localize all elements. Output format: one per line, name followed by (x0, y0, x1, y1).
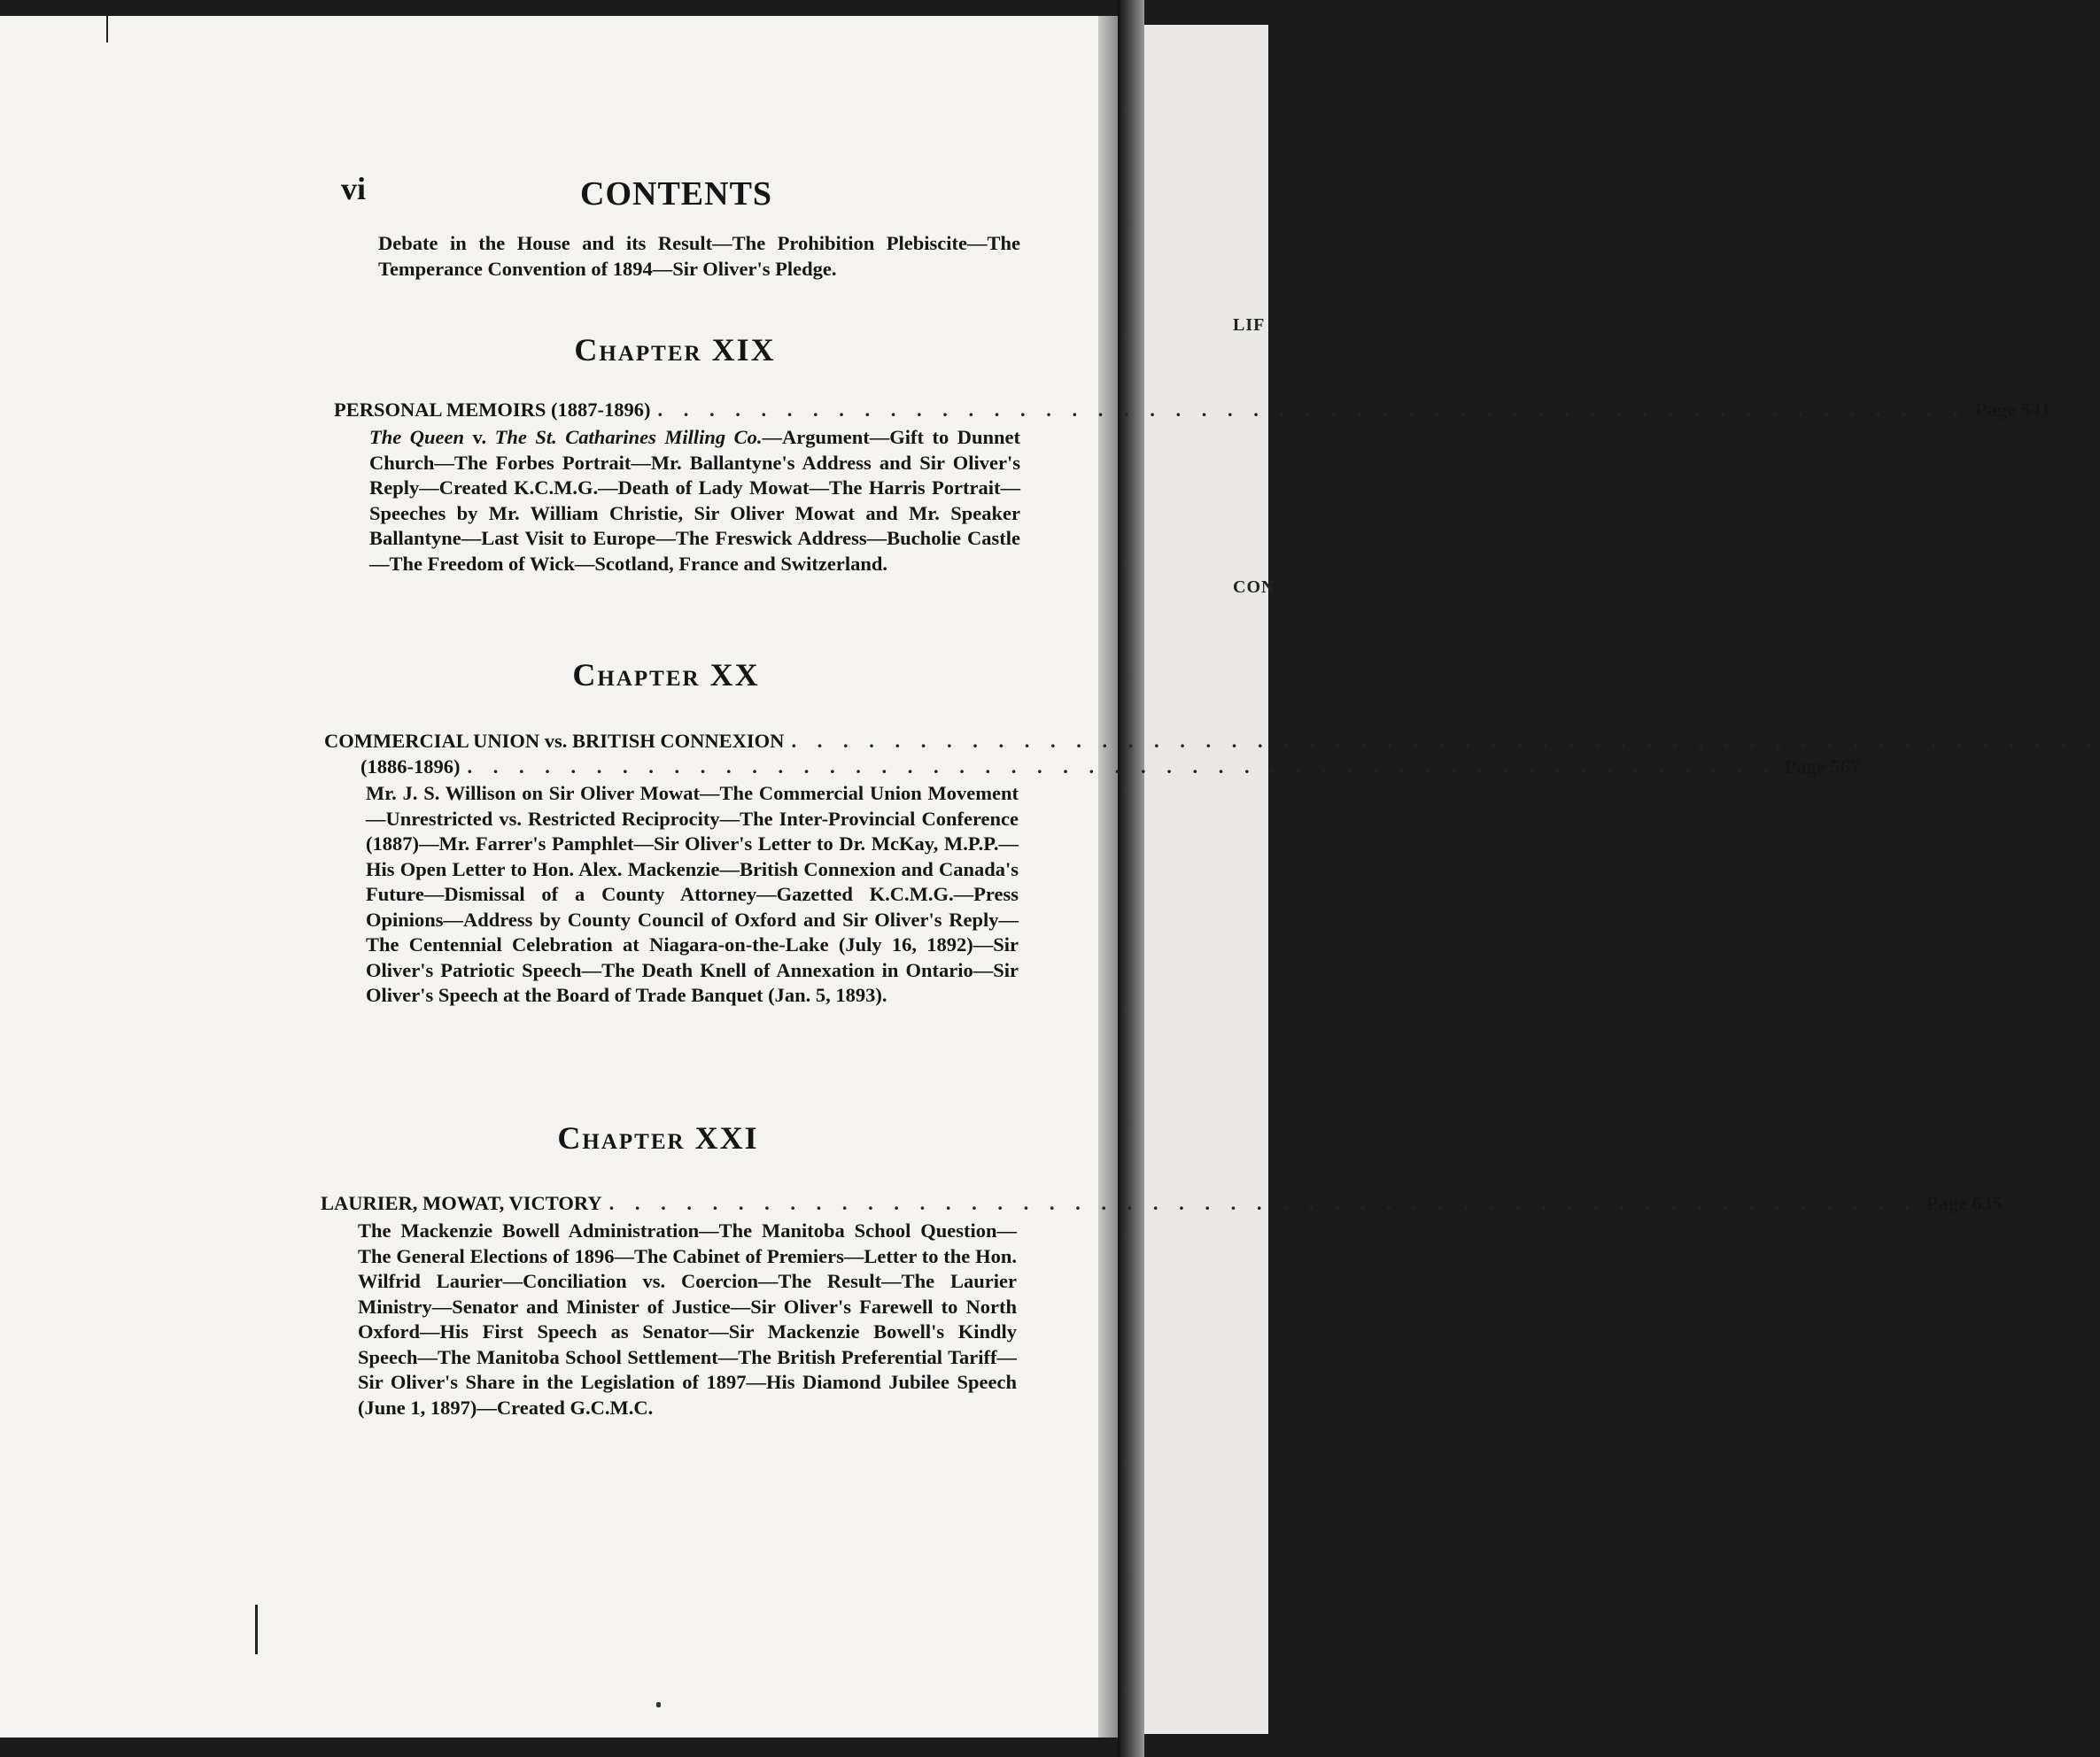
dot-leader (460, 755, 1775, 780)
chapter-title: LAURIER, MOWAT, VICTORY (321, 1192, 602, 1214)
dot-leader (602, 1191, 1918, 1217)
chapter-dates: (1886-1896) (360, 755, 461, 778)
chapter-entry-line (334, 398, 2051, 423)
page-corner (0, 16, 108, 43)
facing-page (1144, 25, 1275, 1734)
facing-page-fragment: LIF (1233, 315, 1266, 335)
chapter-heading: Chapter XIX (574, 332, 776, 368)
dot-leader (784, 729, 2099, 755)
page-reference: Page 635 (1926, 1192, 2003, 1214)
chapter-entry-line (321, 1191, 2003, 1217)
case-name-italic: The St. Catharines Milling Co. (494, 426, 763, 448)
book-spine (1118, 0, 1144, 1757)
page-reference: Page 567 (1784, 755, 1861, 778)
page-number: vi (341, 171, 367, 206)
summary-text: —Argument—Gift to Dunnet Church—The Forbes Portrait—Mr. Ballantyne's Address and Sir Oliver's Reply—Created K.C.M.G.—Death of Lady Mowat—The Harris Portrait—Speeches by Mr. William Christie, Sir Oliver Mowat and Mr. Speaker Ballantyne—Last Visit to Europe—The Freswick Address—Bucholie Castle—The Freedom of Wick—Scotland, France and Switzerland. (369, 426, 1021, 575)
chapter-summary (369, 425, 1020, 577)
chapter-summary: The Mackenzie Bowell Administration—The Manitoba School Question—The General Elections of 1896—The Cabinet of Premiers—Letter to the Hon. Wilfrid Laurier—Conciliation vs. Coercion—The Result—The Laurier Ministry—Senator and Minister of Justice—Sir Oliver's Farewell to North Oxford—His First Speech as Senator—Sir Mackenzie Bowell's Kindly Speech—The Manitoba School Settlement—The British Preferential Tariff—Sir Oliver's Share in the Legislation of 1897—His Diamond Jubilee Speech (June 1, 1897)—Created G.C.M.C. (358, 1219, 1017, 1419)
chapter-title: COMMERCIAL UNION vs. BRITISH CONNEXION (324, 730, 785, 752)
case-name-italic: The Queen (369, 426, 464, 448)
chapter-title: PERSONAL MEMOIRS (1887-1896) (334, 399, 651, 421)
facing-page-fragment: CON (1233, 577, 1275, 597)
chapter-heading: Chapter XX (572, 657, 760, 693)
continued-summary: Debate in the House and its Result—The Prohibition Plebiscite—The Temperance Convention of 1894—Sir Oliver's Pledge. (378, 232, 1020, 280)
page-gutter-shadow (1098, 16, 1118, 1738)
dot-leader (651, 398, 1966, 423)
chapter-summary: Mr. J. S. Willison on Sir Oliver Mowat—The Commercial Union Movement—Unrestricted vs. Restricted Reciprocity—The Inter-Provincial Conference (1887)—Mr. Farrer's Pamphlet—Sir Oliver's Letter to Dr. McKay, M.P.P.—His Open Letter to Hon. Alex. Mackenzie—British Connexion and Canada's Future—Dismissal of a County Attorney—Gazetted K.C.M.G.—Press Opinions—Address by County Council of Oxford and Sir Oliver's Reply—The Centennial Celebration at Niagara-on-the-Lake (July 16, 1892)—Sir Oliver's Patriotic Speech—The Death Knell of Annexation in Ontario—Sir Oliver's Speech at the Board of Trade Banquet (Jan. 5, 1893). (366, 782, 1019, 1006)
case-versus: v. (464, 426, 495, 448)
scan-speck (656, 1702, 661, 1707)
running-head-title: CONTENTS (580, 175, 773, 213)
chapter-entry-line (360, 755, 1861, 780)
page-reference: Page 541 (1974, 399, 2051, 421)
chapter-entry-line (324, 729, 1019, 755)
scan-mark (255, 1605, 258, 1654)
chapter-heading: Chapter XXI (557, 1120, 759, 1156)
